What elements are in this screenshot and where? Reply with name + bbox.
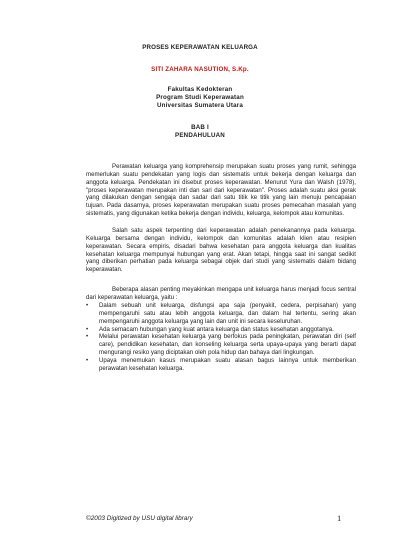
document-title: PROSES KEPERAWATAN KELUARGA <box>142 44 258 51</box>
paragraph-2 <box>86 227 356 274</box>
list-item-text: Melalui perawatan kesehatan keluarga yang berfokus pada peningkatan, perawatan diri (self care), pendidikan kesehatan, dan konseling keluarga serta upaya-upaya yang berarti dapat mengurangi resiko yang diciptakan oleh pola hidup dan bahaya dari lingkungan. <box>99 333 356 357</box>
page-number: 1 <box>337 513 342 523</box>
paragraph-3 <box>86 286 356 302</box>
paragraph-text: Perawatan keluarga yang komprehensip merupakan suatu proses yang rumit, sehingga memerlukan suatu pendekatan yang logis dan sistematis untuk bekerja dengan keluarga dan anggota keluarga. Pendekatan ini disebut proses keperawatan. Menurut Yura dan Walsh (1978), "proses keperawatan merupakan inti dan sari dari keperawatan". Proses adalah suatu aksi gerak yang dilakukan dengan sengaja dan sadar dari satu titik ke titik yang lain menuju pencapaian tujuan. Pada dasarnya, proses keperawatan merupakan suatu proses pemecahan masalah yang sistematis, yang digunakan ketika bekerja dengan individu, keluarga, kelompok atau komunitas. <box>86 163 356 218</box>
paragraph-text: Salah satu aspek terpenting dari keperawatan adalah penekanannya pada keluarga. Keluarga bersama dengan individu, kelompok dan komunitas adalah klien atau resipien keperawatan. Secara empiris, disadari bahwa kesehatan para anggota keluarga dan kualitas kesehatan keluarga mempunyai hubungan yang erat. Akan tetapi, hingga saat ini sangat sedikit yang diberikan perhatian pada keluarga sebagai objek dari studi yang sistematis dalam bidang keperawatan. <box>86 227 356 274</box>
bullet-icon: • <box>86 302 89 309</box>
author-name: SITI ZAHARA NASUTION, S.Kp. <box>151 66 249 73</box>
chapter-number: BAB I <box>191 124 209 131</box>
paragraph-1 <box>86 163 356 218</box>
list-item-text: Dalam sebuah unit keluarga, disfungsi apa saja (penyakit, cedera, perpisahan) yang mempengaruhi satu atau lebih anggota keluarga, dan dalam hal tertentu, sering akan mempengaruhi anggota keluarga yang lain dan unit ini secara keseluruhan. <box>99 302 356 325</box>
list-item <box>86 357 356 373</box>
list-item <box>86 333 356 357</box>
chapter-title: PENDAHULUAN <box>175 132 225 140</box>
list-item <box>86 326 356 334</box>
list-item <box>86 302 356 326</box>
affiliation-block <box>0 86 400 111</box>
footer-copyright: ©2003 Digitized by USU digital library <box>86 515 193 522</box>
affiliation-program: Program Studi Keperawatan <box>156 94 244 102</box>
bullet-icon: • <box>86 325 89 333</box>
affiliation-faculty: Fakultas Kedokteran <box>167 86 233 93</box>
bullet-icon: • <box>86 356 89 364</box>
list-item-text: Upaya menemukan kasus merupakan suatu alasan bagus lainnya untuk memberikan perawatan kesehatan keluarga. <box>99 356 356 372</box>
list-item-text: Ada semacam hubungan yang kuat antara keluarga dan status kesehatan anggotanya. <box>99 325 334 333</box>
reasons-bullet-list <box>86 302 356 373</box>
affiliation-university: Universitas Sumatera Utara <box>156 102 244 110</box>
chapter-heading <box>0 124 400 140</box>
paragraph-text: Beberapa alasan penting meyakinkan mengapa unit keluarga harus menjadi focus sentral dari keperawatan keluarga, yaitu : <box>86 286 356 301</box>
bullet-icon: • <box>86 333 89 341</box>
